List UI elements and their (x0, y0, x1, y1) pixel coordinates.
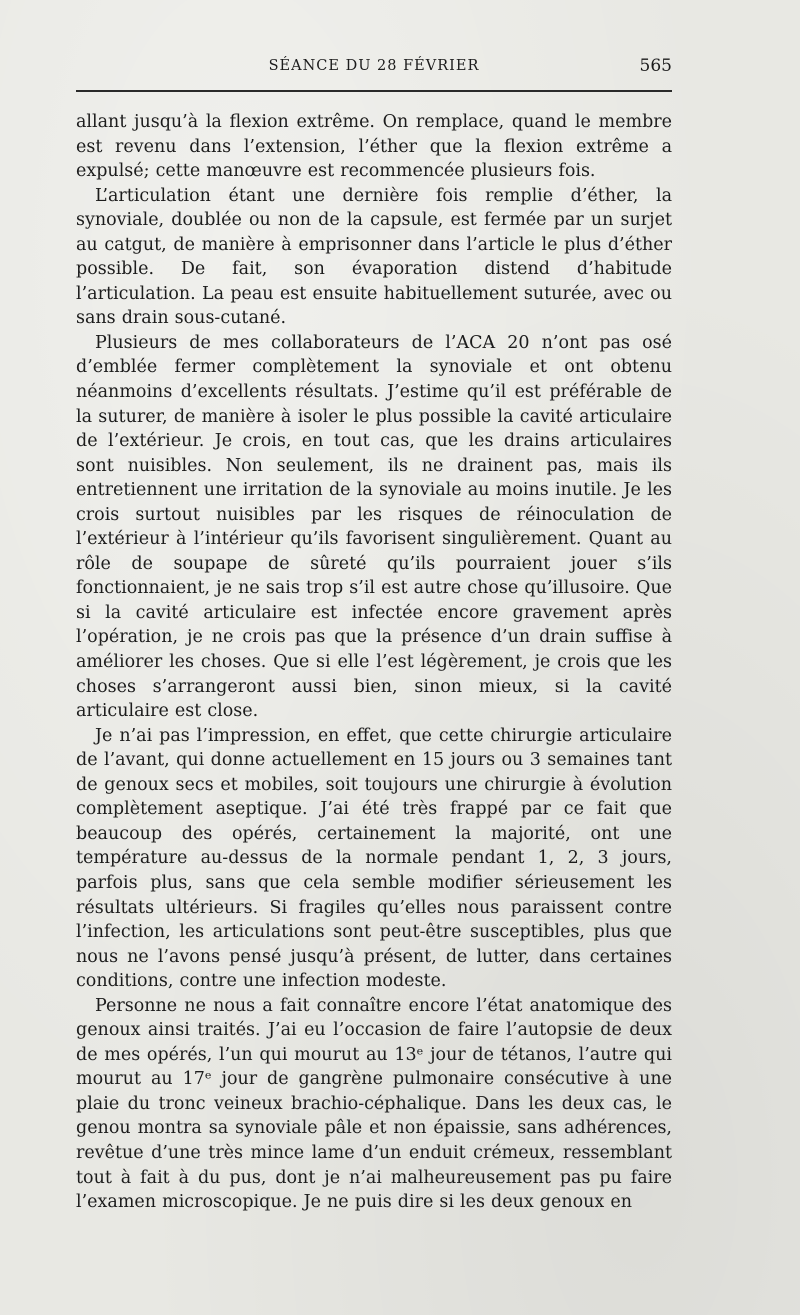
running-title: SÉANCE DU 28 FÉVRIER (268, 58, 480, 74)
paragraph: Personne ne nous a fait connaître encore l’état anatomique des genoux ainsi traités. J’ai eu l’occasion de faire l’autopsie de deux de mes opérés, l’un qui mourut au 13ᵉ jour de tétanos, l’autre qui mourut au 17ᵉ jour de gangrène pulmonaire consécutive à une plaie du tronc veineux brachio-céphalique. Dans les deux cas, le genou montra sa synoviale pâle et non épaissie, sans adhérences, revêtue d’une très mince lame d’un enduit crémeux, ressemblant tout à fait à du pus, dont je n’ai malheureusement pas pu faire l’examen microscopique. Je ne puis dire si les deux genoux en (76, 995, 672, 1213)
header-rule (76, 90, 672, 92)
paragraph-continued: allant jusqu’à la flexion extrême. On remplace, quand le membre est revenu dans l’extension, l’éther que la flexion extrême a expulsé; cette manœuvre est recommencée plusieurs fois. (76, 112, 672, 182)
paragraph: Plusieurs de mes collaborateurs de l’ACA 20 n’ont pas osé d’emblée fermer complètement la synoviale et ont obtenu néanmoins d’excellents résultats. J’estime qu’il est préférable de la suturer, de manière à isoler le plus possible la cavité articulaire de l’extérieur. Je crois, en tout cas, que les drains articulaires sont nuisibles. Non seulement, ils ne drainent pas, mais ils entretiennent une irritation de la synoviale au moins inutile. Je les crois surtout nuisibles par les risques de réinoculation de l’extérieur à l’intérieur qu’ils favorisent singulièrement. Quant au rôle de soupape de sûreté qu’ils pourraient jouer s’ils fonctionnaient, je ne sais trop s’il est autre chose qu’illusoire. Que si la cavité articulaire est infectée encore gravement après l’opération, je ne crois pas que la présence d’un drain suffise à améliorer les choses. Que si elle l’est légèrement, je crois que les choses s’arrangeront aussi bien, sinon mieux, si la cavité articulaire est close. (76, 332, 672, 722)
paragraph: Je n’ai pas l’impression, en effet, que cette chirurgie articulaire de l’avant, qui donne actuellement en 15 jours ou 3 semaines tant de genoux secs et mobiles, soit toujours une chirurgie à évolution complètement aseptique. J’ai été très frappé par ce fait que beaucoup des opérés, certainement la majorité, ont une température au-dessus de la normale pendant 1, 2, 3 jours, parfois plus, sans que cela semble modifier sérieusement les résultats ultérieurs. Si fragiles qu’elles nous paraissent contre l’infection, les articulations sont peut-être susceptibles, plus que nous ne l’avons pensé jusqu’à présent, de lutter, dans certaines conditions, contre une infection modeste. (76, 725, 672, 992)
body-text (76, 110, 672, 1215)
page-number: 565 (639, 56, 672, 76)
paragraph: L’articulation étant une dernière fois remplie d’éther, la synoviale, doublée ou non de la capsule, est fermée par un surjet au catgut, de manière à emprisonner dans l’article le plus d’éther possible. De fait, son évaporation distend d’habitude l’articulation. La peau est ensuite habituellement suturée, avec ou sans drain sous-cutané. (76, 185, 672, 329)
page-header (76, 53, 672, 83)
